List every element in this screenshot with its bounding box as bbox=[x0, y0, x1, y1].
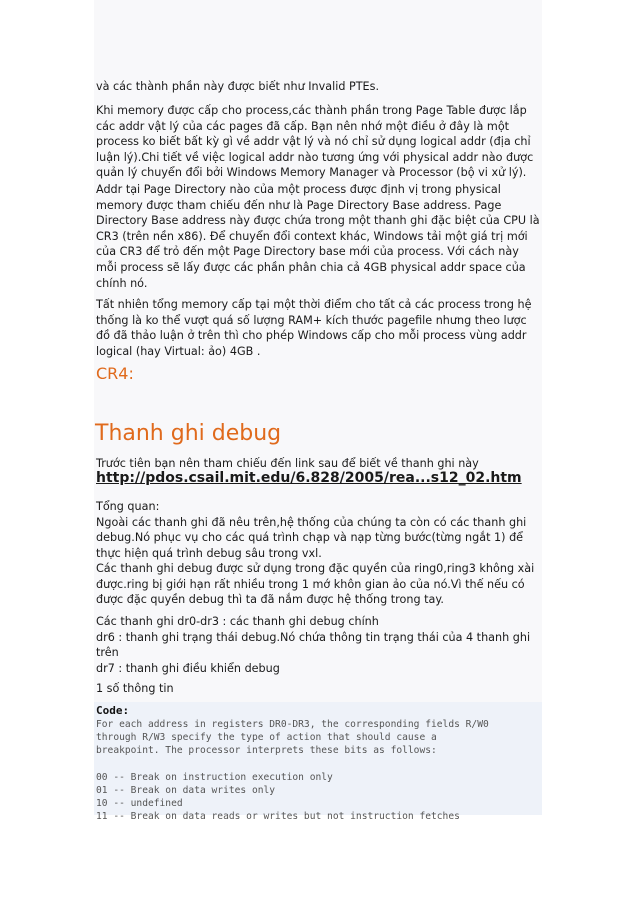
paragraph-memory-allocation: Khi memory được cấp cho process,các thành phần trong Page Table được lắp các addr vật lý của các pages đã cấp. Bạn nên nhớ một điều ở đây là một process ko biết bất kỳ gì về addr vật lý và nó chỉ sử dụng logical addr (địa chỉ luận lý).Chi tiết về việc logical addr nào tương ứng với physical addr nào được quản lý chuyển đổi bởi Windows Memory Manager và Processor (bộ vi xử lý). bbox=[96, 104, 534, 180]
paragraph-total-memory: Tất nhiên tổng memory cấp tại một thời điểm cho tất cả các process trong hệ thống là ko thể vượt quá số lượng RAM+ kích thước pagefile nhưng theo lược đồ đã thảo luận ở trên thì cho phép Windows cấp cho mỗi process vùng addr logical (hay Virtual: ảo) 4GB . bbox=[96, 298, 532, 358]
heading-debug-registers: Thanh ghi debug bbox=[95, 421, 282, 446]
code-content: For each address in registers DR0-DR3, the corresponding fields R/W0 through R/W3 specify the type of action that should cause a breakpoint. The processor interprets these bits as follows: 00 -- Break on instruction execution only 01 -- Break on data writes only 10 -- undefined 11 -- Break on data reads or writes but not instruction fetches bbox=[96, 719, 489, 823]
registers-list: Các thanh ghi dr0-dr3 : các thanh ghi debug chính dr6 : thanh ghi trạng thái debug.Nó chứa thông tin trạng thái của 4 thanh ghi trên dr7 : thanh ghi điều khiển debug bbox=[96, 615, 531, 675]
info-text: 1 số thông tin bbox=[96, 682, 174, 695]
code-label: Code: bbox=[96, 704, 130, 717]
heading-cr4: CR4: bbox=[96, 364, 134, 383]
reference-link[interactable]: http://pdos.csail.mit.edu/6.828/2005/rea...s12_02.htm bbox=[96, 470, 522, 486]
overview-text: Tổng quan: Ngoài các thanh ghi đã nêu trên,hệ thống của chúng ta còn có các thanh ghi debug.Nó phục vụ cho các quá trình chạp và nạp từng bước(từng ngắt 1) để thực hiện quá trình debug sâu trong vxl. bbox=[96, 500, 527, 560]
privilege-text: Các thanh ghi debug được sử dụng trong đặc quyền của ring0,ring3 không xài được.ring bị giới hạn rất nhiều trong 1 mớ khôn gian ảo của nó.Vì thế nếu có được đặc quyền debug thì ta đã nắm được hệ thống trong tay. bbox=[96, 562, 535, 607]
intro-text: Trước tiên bạn nên tham chiếu đến link sau để biết về thanh ghi này bbox=[96, 457, 479, 470]
paragraph-invalid-ptes: và các thành phần này được biết như Invalid PTEs. bbox=[96, 80, 380, 93]
paragraph-page-directory: Addr tại Page Directory nào của một process được định vị trong physical memory được tham chiếu đến như là Page Directory Base address. Page Directory Base address này được chứa trong một thanh ghi đặc biệt của CPU là CR3 (trên nền x86). Để chuyển đổi context khác, Windows tải một giá trị mới của CR3 để trỏ đến một Page Directory base mới của process. Với cách này mỗi process sẽ lấy được các phần phân chia cả 4GB physical addr space của chính nó. bbox=[96, 183, 540, 290]
